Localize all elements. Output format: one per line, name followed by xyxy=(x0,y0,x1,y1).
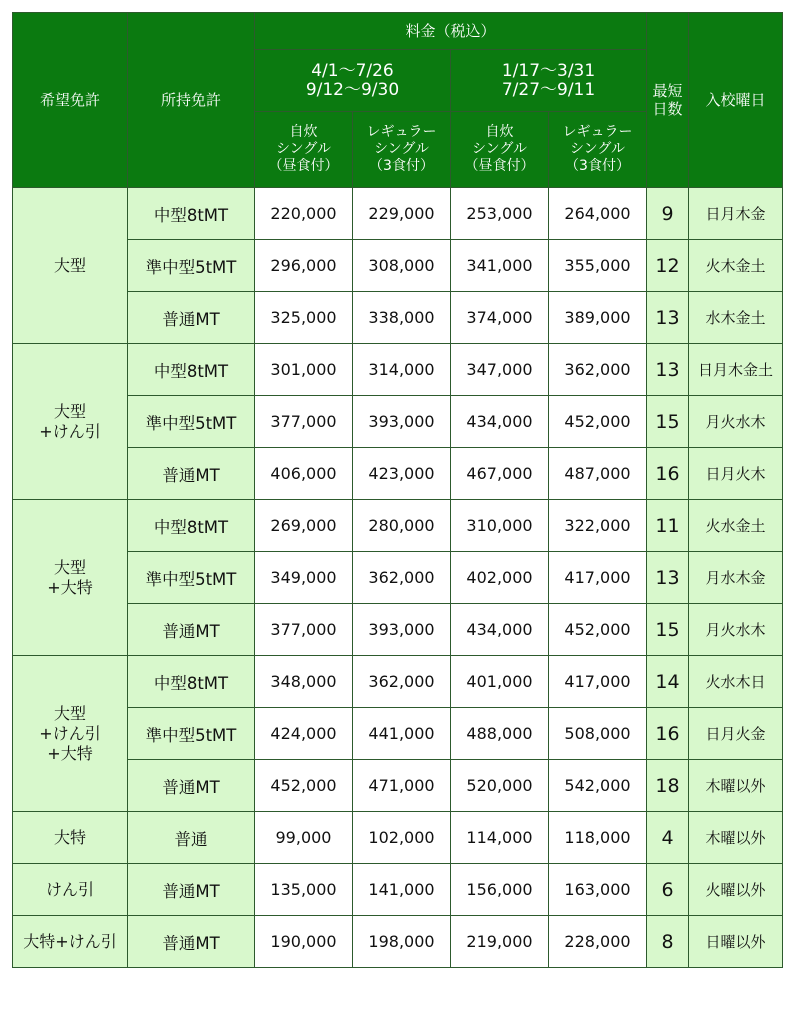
price-period-b-regular: 508,000 xyxy=(549,708,647,760)
min-days-cell: 6 xyxy=(647,864,689,916)
price-period-b-self: 374,000 xyxy=(451,292,549,344)
price-period-b-self: 114,000 xyxy=(451,812,549,864)
min-days-cell: 15 xyxy=(647,604,689,656)
price-period-b-self: 488,000 xyxy=(451,708,549,760)
table-row xyxy=(13,500,783,552)
plan-self-line2: シングル xyxy=(276,141,331,157)
header-plan-regular-b xyxy=(549,112,647,188)
desired-license-line: +けん引 xyxy=(39,421,101,441)
price-period-b-regular: 228,000 xyxy=(549,916,647,968)
header-min-days-line1: 最短 xyxy=(652,82,683,100)
table-row xyxy=(13,292,783,344)
price-period-a-self: 301,000 xyxy=(255,344,353,396)
held-license-cell: 普通MT xyxy=(128,604,255,656)
held-license-cell: 中型8tMT xyxy=(128,656,255,708)
price-period-a-regular: 141,000 xyxy=(353,864,451,916)
period-a-line2: 9/12～9/30 xyxy=(305,79,400,100)
plan-reg-line2: シングル xyxy=(570,141,625,157)
held-license-cell: 普通MT xyxy=(128,916,255,968)
entry-days-cell: 日月火木 xyxy=(689,448,783,500)
entry-days-cell: 月火水木 xyxy=(689,396,783,448)
table-row xyxy=(13,188,783,240)
price-period-b-regular: 322,000 xyxy=(549,500,647,552)
header-period-a xyxy=(255,50,451,112)
price-period-b-self: 467,000 xyxy=(451,448,549,500)
held-license-cell: 普通MT xyxy=(128,864,255,916)
desired-license-line: けん引 xyxy=(45,879,94,899)
min-days-cell: 15 xyxy=(647,396,689,448)
entry-days-cell: 火木金土 xyxy=(689,240,783,292)
desired-license-cell xyxy=(13,500,128,656)
header-plan-regular-a xyxy=(353,112,451,188)
price-period-a-self: 296,000 xyxy=(255,240,353,292)
price-period-a-regular: 393,000 xyxy=(353,396,451,448)
entry-days-cell: 水木金土 xyxy=(689,292,783,344)
desired-license-cell xyxy=(13,656,128,812)
desired-license-line: +けん引 xyxy=(39,723,101,743)
header-period-b xyxy=(451,50,647,112)
price-period-a-regular: 308,000 xyxy=(353,240,451,292)
price-period-b-regular: 163,000 xyxy=(549,864,647,916)
price-period-b-self: 347,000 xyxy=(451,344,549,396)
table-row xyxy=(13,916,783,968)
plan-reg-line3: （3食付） xyxy=(565,158,630,174)
price-period-b-regular: 389,000 xyxy=(549,292,647,344)
table-row xyxy=(13,708,783,760)
min-days-cell: 14 xyxy=(647,656,689,708)
plan-self-line1: 自炊 xyxy=(289,124,318,140)
price-period-a-self: 424,000 xyxy=(255,708,353,760)
fee-table xyxy=(12,12,783,968)
price-period-a-regular: 471,000 xyxy=(353,760,451,812)
price-period-a-self: 220,000 xyxy=(255,188,353,240)
desired-license-line: 大型 xyxy=(53,703,86,723)
min-days-cell: 16 xyxy=(647,708,689,760)
price-period-b-regular: 452,000 xyxy=(549,604,647,656)
price-period-a-regular: 338,000 xyxy=(353,292,451,344)
entry-days-cell: 日月木金 xyxy=(689,188,783,240)
desired-license-line: +大特 xyxy=(47,577,93,597)
price-period-a-self: 348,000 xyxy=(255,656,353,708)
price-period-a-regular: 198,000 xyxy=(353,916,451,968)
entry-days-cell: 日月火金 xyxy=(689,708,783,760)
desired-license-line: +大特 xyxy=(47,743,93,763)
price-period-a-regular: 423,000 xyxy=(353,448,451,500)
table-row xyxy=(13,656,783,708)
period-b-line1: 1/17～3/31 xyxy=(501,60,596,81)
price-period-a-self: 377,000 xyxy=(255,604,353,656)
price-period-a-regular: 441,000 xyxy=(353,708,451,760)
entry-days-cell: 木曜以外 xyxy=(689,812,783,864)
table-row xyxy=(13,864,783,916)
price-period-b-self: 434,000 xyxy=(451,604,549,656)
price-period-a-self: 377,000 xyxy=(255,396,353,448)
price-period-b-self: 520,000 xyxy=(451,760,549,812)
price-period-b-regular: 355,000 xyxy=(549,240,647,292)
price-period-a-self: 135,000 xyxy=(255,864,353,916)
period-b-line2: 7/27～9/11 xyxy=(501,79,596,100)
table-row xyxy=(13,396,783,448)
price-period-a-regular: 229,000 xyxy=(353,188,451,240)
price-period-b-self: 219,000 xyxy=(451,916,549,968)
price-period-b-regular: 542,000 xyxy=(549,760,647,812)
desired-license-cell xyxy=(13,916,128,968)
header-entry-days: 入校曜日 xyxy=(689,13,783,188)
held-license-cell: 普通MT xyxy=(128,760,255,812)
price-period-b-self: 310,000 xyxy=(451,500,549,552)
plan-self-line1: 自炊 xyxy=(485,124,514,140)
held-license-cell: 中型8tMT xyxy=(128,344,255,396)
min-days-cell: 8 xyxy=(647,916,689,968)
desired-license-line: 大型 xyxy=(53,557,86,577)
entry-days-cell: 日月木金土 xyxy=(689,344,783,396)
min-days-cell: 18 xyxy=(647,760,689,812)
min-days-cell: 13 xyxy=(647,292,689,344)
held-license-cell: 準中型5tMT xyxy=(128,552,255,604)
price-period-a-regular: 393,000 xyxy=(353,604,451,656)
min-days-cell: 13 xyxy=(647,552,689,604)
price-period-b-regular: 452,000 xyxy=(549,396,647,448)
held-license-cell: 準中型5tMT xyxy=(128,240,255,292)
held-license-cell: 準中型5tMT xyxy=(128,708,255,760)
price-period-a-regular: 102,000 xyxy=(353,812,451,864)
header-plan-self-b xyxy=(451,112,549,188)
held-license-cell: 中型8tMT xyxy=(128,188,255,240)
held-license-cell: 普通MT xyxy=(128,448,255,500)
desired-license-line: 大特 xyxy=(53,827,86,847)
table-row xyxy=(13,240,783,292)
entry-days-cell: 日曜以外 xyxy=(689,916,783,968)
header-plan-self-a xyxy=(255,112,353,188)
plan-self-line3: （昼食付） xyxy=(464,158,535,174)
price-period-b-self: 341,000 xyxy=(451,240,549,292)
price-period-a-regular: 362,000 xyxy=(353,656,451,708)
held-license-cell: 中型8tMT xyxy=(128,500,255,552)
table-row xyxy=(13,448,783,500)
price-period-b-self: 401,000 xyxy=(451,656,549,708)
price-period-a-self: 325,000 xyxy=(255,292,353,344)
held-license-cell: 普通MT xyxy=(128,292,255,344)
plan-reg-line2: シングル xyxy=(374,141,429,157)
price-period-b-regular: 362,000 xyxy=(549,344,647,396)
min-days-cell: 16 xyxy=(647,448,689,500)
min-days-cell: 11 xyxy=(647,500,689,552)
fee-table-body xyxy=(13,188,783,968)
desired-license-cell xyxy=(13,812,128,864)
price-period-a-self: 269,000 xyxy=(255,500,353,552)
plan-self-line2: シングル xyxy=(472,141,527,157)
entry-days-cell: 月水木金 xyxy=(689,552,783,604)
table-row xyxy=(13,812,783,864)
desired-license-line: 大特+けん引 xyxy=(23,931,117,951)
plan-reg-line3: （3食付） xyxy=(369,158,434,174)
price-period-b-self: 434,000 xyxy=(451,396,549,448)
table-row xyxy=(13,760,783,812)
price-period-b-regular: 417,000 xyxy=(549,552,647,604)
price-period-a-self: 349,000 xyxy=(255,552,353,604)
price-period-a-regular: 362,000 xyxy=(353,552,451,604)
entry-days-cell: 火曜以外 xyxy=(689,864,783,916)
desired-license-line: 大型 xyxy=(53,255,86,275)
desired-license-cell xyxy=(13,344,128,500)
price-period-a-self: 190,000 xyxy=(255,916,353,968)
price-period-b-regular: 264,000 xyxy=(549,188,647,240)
price-period-a-self: 452,000 xyxy=(255,760,353,812)
desired-license-line: 大型 xyxy=(53,401,86,421)
desired-license-cell xyxy=(13,188,128,344)
price-period-b-regular: 487,000 xyxy=(549,448,647,500)
header-fee: 料金（税込） xyxy=(255,13,647,50)
plan-reg-line1: レギュラー xyxy=(366,124,437,140)
entry-days-cell: 火水金土 xyxy=(689,500,783,552)
plan-reg-line1: レギュラー xyxy=(562,124,633,140)
price-period-b-self: 402,000 xyxy=(451,552,549,604)
held-license-cell: 普通 xyxy=(128,812,255,864)
price-period-b-regular: 118,000 xyxy=(549,812,647,864)
min-days-cell: 12 xyxy=(647,240,689,292)
entry-days-cell: 木曜以外 xyxy=(689,760,783,812)
price-period-a-regular: 314,000 xyxy=(353,344,451,396)
entry-days-cell: 火水木日 xyxy=(689,656,783,708)
price-period-a-self: 99,000 xyxy=(255,812,353,864)
price-period-a-self: 406,000 xyxy=(255,448,353,500)
table-row xyxy=(13,344,783,396)
held-license-cell: 準中型5tMT xyxy=(128,396,255,448)
price-period-b-self: 253,000 xyxy=(451,188,549,240)
entry-days-cell: 月火水木 xyxy=(689,604,783,656)
table-row xyxy=(13,604,783,656)
min-days-cell: 9 xyxy=(647,188,689,240)
header-held-license: 所持免許 xyxy=(128,13,255,188)
period-a-line1: 4/1～7/26 xyxy=(311,60,394,81)
header-min-days xyxy=(647,13,689,188)
price-period-a-regular: 280,000 xyxy=(353,500,451,552)
min-days-cell: 4 xyxy=(647,812,689,864)
price-period-b-regular: 417,000 xyxy=(549,656,647,708)
price-period-b-self: 156,000 xyxy=(451,864,549,916)
min-days-cell: 13 xyxy=(647,344,689,396)
header-min-days-line2: 日数 xyxy=(652,100,683,118)
header-desired-license: 希望免許 xyxy=(13,13,128,188)
table-row xyxy=(13,552,783,604)
desired-license-cell xyxy=(13,864,128,916)
plan-self-line3: （昼食付） xyxy=(268,158,339,174)
